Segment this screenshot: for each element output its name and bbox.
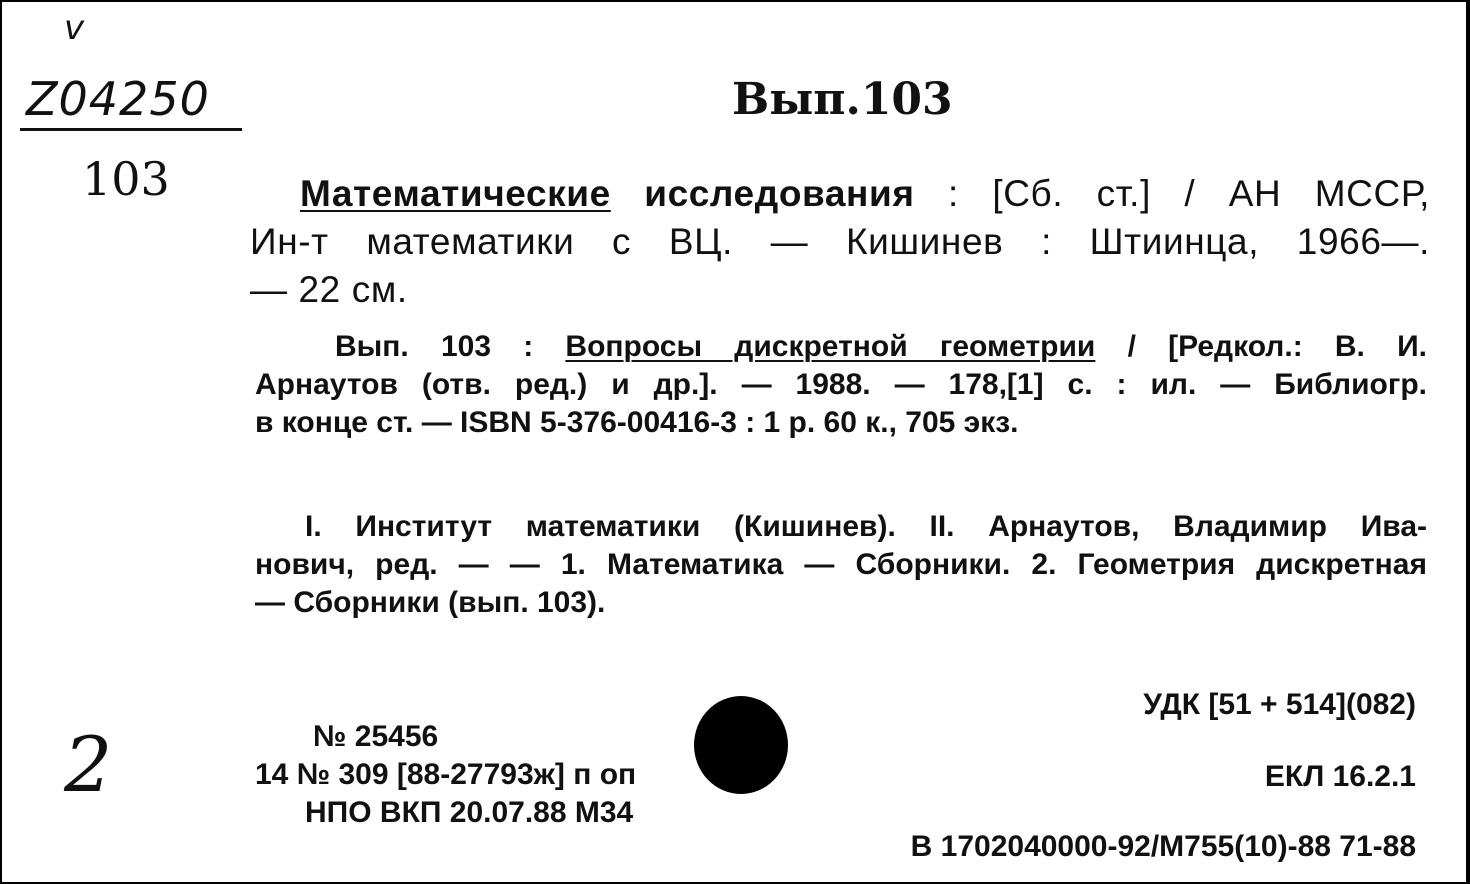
volume-header: Вып.103	[732, 74, 953, 125]
print-info-line-3: НПО ВКП 20.07.88 М34	[305, 796, 634, 829]
main-entry-line-1	[250, 170, 1430, 218]
volume-entry-title: Вопросы дискретной геометрии	[565, 330, 1096, 363]
index-line-3: — Сборники (вып. 103).	[255, 586, 606, 619]
punch-hole	[694, 696, 788, 794]
volume-entry-line-2: Арнаутов (отв. ред.) и др.]. — 1988. — 178,[1] с. : ил. — Библиогр.	[255, 368, 1427, 401]
main-title-rest: исследования	[644, 173, 915, 214]
shelfmark-underline	[20, 128, 242, 131]
main-entry-line-2: Ин-т математики с ВЦ. — Кишинев : Штиинца, 1966—.	[250, 221, 1430, 262]
print-info-line-2: 14 № 309 [88-27793ж] п оп	[255, 758, 637, 791]
volume-entry-prefix: Вып. 103 :	[335, 330, 566, 363]
main-title: Математические	[300, 173, 611, 214]
volume-entry	[255, 328, 1427, 442]
handwritten-shelfmark: Z04250	[26, 72, 210, 126]
volume-entry-editors: / [Редкол.: В. И.	[1095, 330, 1427, 363]
main-entry-line-3: — 22 см.	[250, 269, 408, 310]
volume-entry-line-1	[255, 328, 1427, 366]
udk-code: УДК [51 + 514](082)	[1143, 688, 1416, 721]
subject-index	[255, 508, 1427, 622]
handwritten-check-mark: v	[64, 8, 85, 48]
handwritten-digit: 2	[64, 720, 113, 809]
bbk-code: В 1702040000-92/М755(10)-88 71-88	[910, 830, 1416, 863]
print-info	[255, 718, 636, 832]
index-line-1: I. Институт математики (Кишинев). II. Арнаутов, Владимир Ива-	[305, 510, 1427, 543]
ekl-code: ЕКЛ 16.2.1	[1264, 760, 1416, 793]
print-info-line-1: № 25456	[313, 720, 439, 753]
handwritten-volume-number: 103	[82, 152, 170, 206]
index-line-2: нович, ред. — — 1. Математика — Сборники. 2. Геометрия дискретная	[255, 548, 1427, 581]
volume-entry-line-3: в конце ст. — ISBN 5-376-00416-3 : 1 р. 60 к., 705 экз.	[255, 406, 1019, 439]
main-entry	[250, 170, 1430, 314]
main-line-1-rest: : [Сб. ст.] / АН МССР,	[948, 173, 1430, 214]
